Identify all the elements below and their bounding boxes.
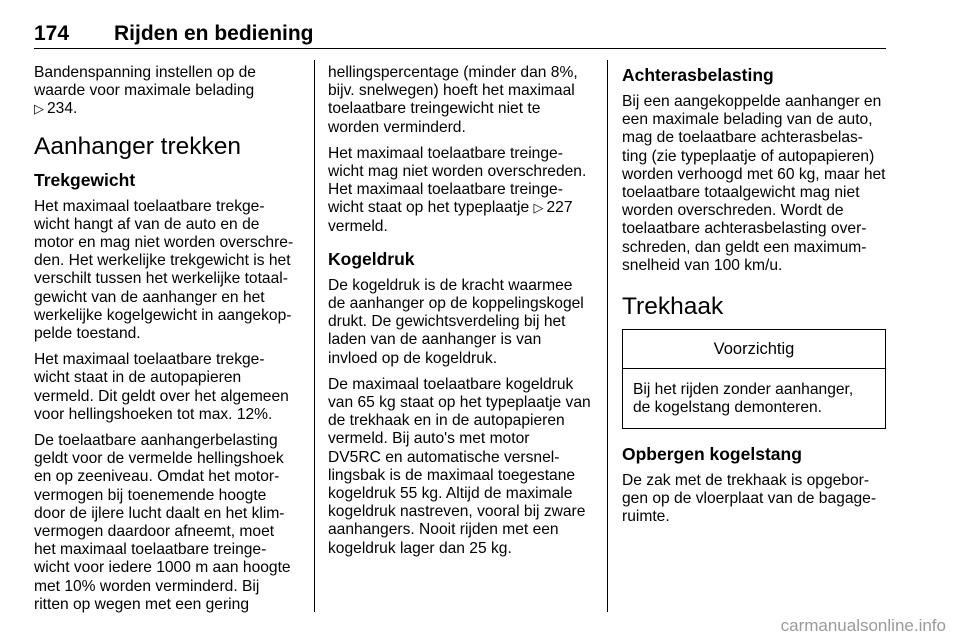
section-heading-trekhaak: Trekhaak xyxy=(622,293,724,321)
paragraph: De zak met de trekhaak is opgebor- gen op de vloerplaat van de bagage- ruimte. xyxy=(622,471,877,526)
page-ref-link[interactable]: 234. xyxy=(47,100,78,118)
column-divider xyxy=(314,60,315,612)
section-heading-aanhanger: Aanhanger trekken xyxy=(34,132,242,160)
column-1 xyxy=(34,64,300,622)
subheading-kogeldruk: Kogeldruk xyxy=(328,248,415,269)
page-number: 174 xyxy=(34,22,70,45)
column-divider xyxy=(607,60,608,612)
paragraph: Bij een aangekoppelde aanhanger en een maximale belading van de auto, mag de toelaatbare achterasbelas- ting (zie typeplaatje of autopapieren) worden verhoogd met 60 kg, maar het toelaatbare totaalgewicht mag niet worden overschreden. Wordt de toelaatbare achterasbelasting over- schreden, dan geldt een maximum- snelheid van 100 km/u. xyxy=(622,93,886,274)
subheading-achterasbelasting: Achterasbelasting xyxy=(622,65,774,85)
paragraph: De kogeldruk is de kracht waarmee de aanhanger op de koppelingskogel drukt. De gewichtsverdeling bij het laden van de aanhanger is van invloed op de kogeldruk. xyxy=(328,276,584,367)
subheading-trekgewicht: Trekgewicht xyxy=(34,169,136,190)
caution-body: Bij het rijden zonder aanhanger, de kogelstang demonteren. xyxy=(633,381,854,417)
paragraph: De maximaal toelaatbare kogeldruk van 65 kg staat op het typeplaatje van de trekhaak en in de autopapieren vermeld. Bij auto's met motor DV5RC en automatische versnel- lingsbak is de maximaal toegestane kogeldruk 55 kg. Altijd de maximale kogeldruk nastreven, vooral bij zware aanhangers. Nooit rijden met een kogeldruk lager dan 25 kg. xyxy=(328,375,591,557)
column-2 xyxy=(328,64,592,566)
chapter-title: Rijden en bediening xyxy=(114,22,314,45)
caution-box xyxy=(622,329,886,429)
intro-paragraph: Bandenspanning instellen op de waarde voor maximale belading ▷ 234. xyxy=(34,64,256,118)
column-3 xyxy=(622,64,888,534)
watermark: carmanualsonline.info xyxy=(780,616,946,635)
paragraph: hellingspercentage (minder dan 8%, bijv. snelwegen) hoeft het maximaal toelaatbare treingewicht niet te worden verminderd. xyxy=(328,64,578,136)
triangle-arrow-icon: ▷ xyxy=(533,200,544,216)
triangle-arrow-icon: ▷ xyxy=(34,101,44,117)
paragraph: Het maximaal toelaatbare trekge- wicht staat in de autopapieren vermeld. Dit geldt over het algemeen voor hellingshoeken tot max. 12%. xyxy=(34,351,289,423)
page-header xyxy=(34,18,886,49)
page-ref-link[interactable]: 227 xyxy=(546,199,573,217)
caution-title: Voorzichtig xyxy=(623,330,885,369)
paragraph: Het maximaal toelaatbare treinge- wicht mag niet worden overschreden. Het maximaal toelaatbare treinge- wicht staat op het typeplaatje ▷ 227 vermeld. xyxy=(328,144,587,235)
subheading-opbergen-kogelstang: Opbergen kogelstang xyxy=(622,443,802,464)
paragraph: Het maximaal toelaatbare trekge- wicht hangt af van de auto en de motor en mag niet worden overschre- den. Het werkelijke trekgewicht is het verschilt tussen het werkelijke totaal- gewicht van de aanhanger en het werkelijke kogelgewicht in aangekop- pelde toestand. xyxy=(34,197,294,343)
paragraph: De toelaatbare aanhangerbelasting geldt voor de vermelde hellingshoek en op zeeniveau. Omdat het motor- vermogen bij toenemende hoogte door de ijlere lucht daalt en het klim- vermogen daardoor afneemt, moet het maximaal toelaatbare treinge- wicht voor iedere 1000 m aan hoogte met 10% worden verminderd. Bij ritten op wegen met een gering xyxy=(34,432,291,613)
